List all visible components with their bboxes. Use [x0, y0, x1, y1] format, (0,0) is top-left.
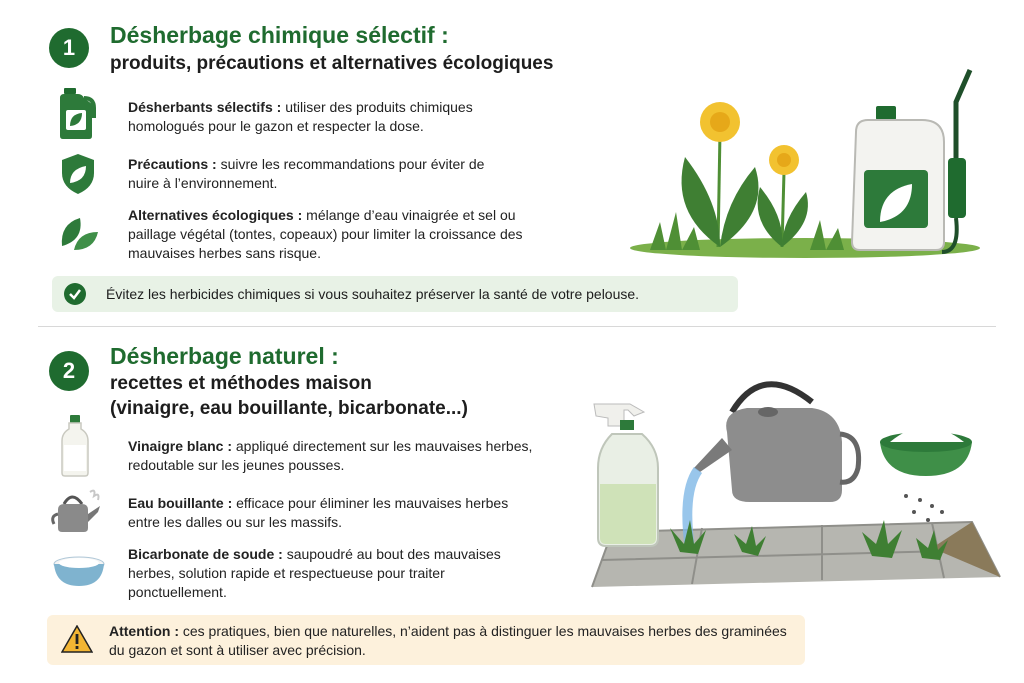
item-alternatives-label: Alternatives écologiques :	[128, 207, 303, 223]
section2-title: Désherbage naturel :	[110, 343, 339, 369]
tip-text: Évitez les herbicides chimiques si vous souhaitez préserver la santé de votre pelouse.	[106, 286, 640, 302]
section-divider	[38, 326, 996, 327]
natural-weeding-illustration	[572, 372, 1002, 597]
warning-triangle-icon	[61, 625, 93, 653]
item-precautions-text: suivre les recommandations pour éviter de nuire à l’environnement.	[128, 156, 485, 191]
warning-text: ces pratiques, bien que naturelles, n’aident pas à distinguer les mauvaises herbes des graminées du gazon et sont à utiliser avec précision.	[109, 623, 787, 658]
section2-number-badge: 2	[49, 351, 89, 391]
shield-leaf-icon	[60, 153, 96, 195]
item-precautions	[128, 155, 508, 193]
item-alternatives-text: mélange d’eau vinaigrée et sel ou paillage végétal (tontes, copeaux) pour limiter la croissance des mauvaises herbes sans risque.	[128, 207, 523, 261]
section2-subtitle-line2: (vinaigre, eau bouillante, bicarbonate...)	[110, 398, 468, 419]
item-vinegar	[128, 437, 538, 475]
item-bicarbonate-text: saupoudré au bout des mauvaises herbes, solution rapide et respectueuse pour traiter ponctuellement.	[128, 546, 501, 600]
item-alternatives	[128, 206, 528, 263]
section1-subtitle: produits, précautions et alternatives écologiques	[110, 53, 554, 74]
tip-banner	[52, 276, 738, 312]
section1-number-badge: 1	[49, 28, 89, 68]
check-circle-icon	[64, 283, 86, 305]
bicarbonate-bowl-icon	[52, 552, 106, 588]
vinegar-bottle-icon	[60, 415, 90, 477]
item-herbicides-label: Désherbants sélectifs :	[128, 99, 282, 115]
section1-title: Désherbage chimique sélectif :	[110, 22, 449, 48]
warning-banner	[47, 615, 805, 665]
kettle-icon	[50, 486, 104, 538]
item-herbicides	[128, 98, 528, 136]
item-bicarbonate-label: Bicarbonate de soude :	[128, 546, 283, 562]
item-boiling-water	[128, 494, 518, 532]
item-bicarbonate	[128, 545, 528, 602]
herbicide-can-icon	[54, 88, 98, 140]
item-vinegar-label: Vinaigre blanc :	[128, 438, 232, 454]
leaves-icon	[58, 210, 100, 252]
warning-label: Attention :	[109, 623, 179, 639]
section2-subtitle-line1: recettes et méthodes maison	[110, 373, 372, 394]
item-vinegar-text: appliqué directement sur les mauvaises herbes, redoutable sur les jeunes pousses.	[128, 438, 533, 473]
item-herbicides-text: utiliser des produits chimiques homologués pour le gazon et respecter la dose.	[128, 99, 473, 134]
herbicide-illustration	[630, 62, 990, 267]
item-boiling-water-text: efficace pour éliminer les mauvaises herbes entre les dalles ou sur les massifs.	[128, 495, 509, 530]
item-precautions-label: Précautions :	[128, 156, 217, 172]
item-boiling-water-label: Eau bouillante :	[128, 495, 233, 511]
warning-text-block	[109, 622, 789, 660]
